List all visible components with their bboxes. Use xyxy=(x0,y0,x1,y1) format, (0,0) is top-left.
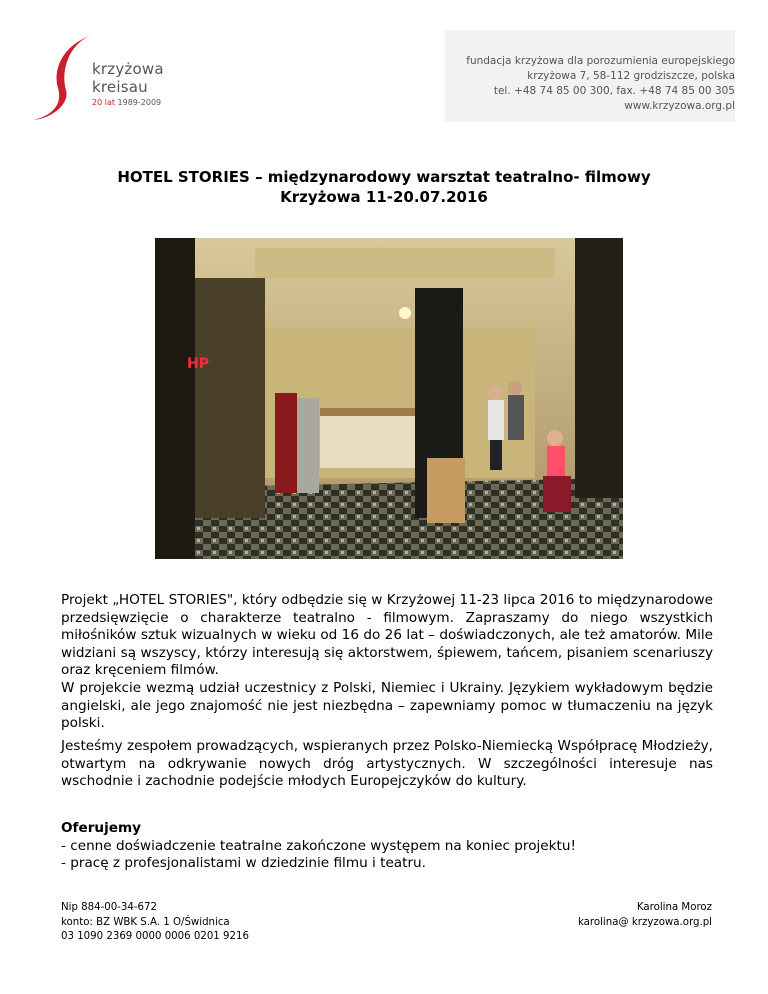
document-title xyxy=(0,167,768,207)
header-phone: tel. +48 74 85 00 300, fax. +48 74 85 00 305 xyxy=(493,85,735,97)
participants-text: W projekcie wezmą udział uczestnicy z Polski, Niemiec i Ukrainy. Językiem wykładowym będzie angielski, ale jego znajomość nie jest niezbędna – zapewniamy pomoc w tłumaczeniu na język polski. xyxy=(61,679,713,732)
offer-section xyxy=(61,820,713,873)
title-line2: Krzyżowa 11-20.07.2016 xyxy=(280,188,488,206)
footer-account-bank: konto: BZ WBK S.A. 1 O/Świdnica xyxy=(61,916,230,928)
offer-item: - cenne doświadczenie teatralne zakończone występem na koniec projektu! xyxy=(61,837,576,854)
footer-bank-details xyxy=(61,901,249,945)
team-paragraph: Jesteśmy zespołem prowadzących, wspieranych przez Polsko-Niemiecką Współpracę Młodzieży, otwartym na odkrywanie nowych dróg artystycznych. W szczególności interesuje nas wschodnie i zachodnie podejście młodych Europejczyków do kultury. xyxy=(61,738,713,790)
footer-account-number: 03 1090 2369 0000 0006 0201 9216 xyxy=(61,931,249,942)
title-line1: HOTEL STORIES – międzynarodowy warsztat teatralno- filmowy xyxy=(117,168,651,186)
logo xyxy=(30,30,200,130)
footer-nip: Nip 884-00-34-672 xyxy=(61,902,158,913)
footer-contact-name: Karolina Moroz xyxy=(636,902,712,913)
logo-name-line1: krzyżowa xyxy=(92,60,164,78)
intro-text: Projekt „HOTEL STORIES", który odbędzie się w Krzyżowej 11-23 lipca 2016 to międzynarodowe przedsięwzięcie o charakterze teatralno - filmowym. Zapraszamy do niego wszystkich miłośników sztuk wizualnych w wieku od 16 do 26 lat – doświadczonych, ale też amatorów. Mile widziani są wszyscy, którzy interesują się aktorstwem, śpiewem, tańcem, pisaniem scenariuszy oraz kręceniem filmów. xyxy=(61,592,713,679)
neon-sign: HP xyxy=(187,356,209,372)
header-org-name: fundacja krzyżowa dla porozumienia europejskiego xyxy=(466,55,735,67)
footer-contact xyxy=(578,901,712,930)
header-address-box xyxy=(445,30,735,122)
logo-years-accent: 20 lat xyxy=(92,98,115,107)
logo-years xyxy=(92,98,164,107)
logo-text xyxy=(92,60,164,107)
logo-years-range: 1989-2009 xyxy=(117,98,162,107)
footer-contact-email[interactable]: karolina@ krzyzowa.org.pl xyxy=(577,916,712,928)
hotel-lobby-photo xyxy=(155,238,623,559)
header-website[interactable]: www.krzyzowa.org.pl xyxy=(624,100,735,112)
logo-swoosh-icon xyxy=(30,30,100,125)
offer-title: Oferujemy xyxy=(61,820,141,836)
logo-name-line2: kreisau xyxy=(92,78,148,96)
intro-paragraph xyxy=(61,592,713,733)
header-address: krzyżowa 7, 58-112 grodziszcze, polska xyxy=(527,70,735,82)
offer-item: - pracę z profesjonalistami w dziedzinie filmu i teatru. xyxy=(61,855,426,872)
